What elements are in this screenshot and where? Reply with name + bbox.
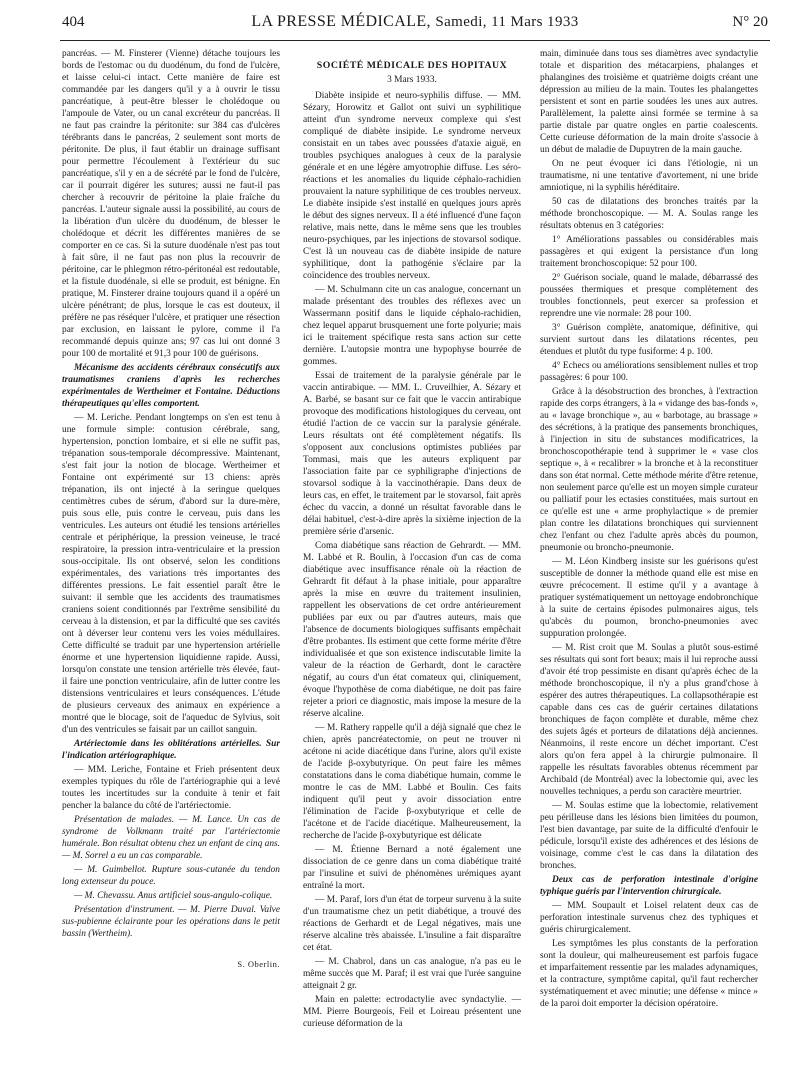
page-number: 404 [62, 14, 85, 30]
column-right [540, 48, 758, 1012]
paragraph: — MM. Leriche, Fontaine et Frieh présentent deux exemples typiques du rôle de l'artériographie qui a levé toutes les incertitudes sur la conduite à tenir et fait pencher la balance du côté de l'artériectomie. [62, 765, 280, 811]
session-date: 3 Mars 1933. [387, 75, 437, 85]
section-heading: SOCIÉTÉ MÉDICALE DES HOPITAUX [316, 60, 508, 71]
paragraph: pancréas. — M. Finsterer (Vienne) détache toujours les bords de l'estomac ou du duodénum, du fond de l'ulcère, et laisse celui-ci intact. Cette manière de faire est commandée par les dangers qu'il y a à ouvrir le tissu pancréatique, à peut-être blesser le cholédoque ou l'ampoule de Vater, ou un canal excréteur du pancréas. Il ne faut pas craindre la péritonite: sur 384 cas d'ulcères térébrants dans le pancréas, 2 seulement sont morts de péritonite. De plus, il faut établir un drainage suffisant pour permettre l'écoulement à l'extérieur du suc pancréatique, s'il y en a de sécrété par le fond de l'ulcère, car il pourrait digérer les sutures; aussi ne faut-il pas chercher à recouvrir de péritoine la plaie fraîche du pancréas. L'auteur signale aussi la possibilité, au cours de la libération d'un ulcère du duodénum, de blesser le cholédoque et décrit les différentes manières de se comporter en ce cas. Si la suture duodénale n'est pas tout à fait sûre, il ne faut pas non plus la recouvrir de péritoine, car le phlegmon rétro-péritonéal est redoutable, et la fistule duodénale, si elle se produit, est bénigne. En pratique, M. Finsterer draine toujours quand il a opéré un ulcère pénétrant; de plus, lorsque le cas est douteux, il préfère ne pas réséquer l'ulcère, et pratiquer une résection par exclusion, en laissant le pylore, comme il l'a recommandé depuis quinze ans; 97 cas lui ont donné 3 pour 100 de mortalité et 91,3 pour 100 de guérisons. [62, 49, 280, 359]
paragraph: — MM. Soupault et Loisel relatent deux cas de perforation intestinale survenus chez des typhiques et guéris chirurgicalement. [540, 901, 758, 935]
paragraph: Main en palette: ectrodactylie avec syndactylie. — MM. Pierre Bourgeois, Feil et Loireau présentent une curieuse déformation de la [303, 995, 521, 1029]
paragraph: Essai de traitement de la paralysie générale par le vaccin antirabique. — MM. L. Cruveilhier, A. Sézary et A. Barbé, se basant sur ce fait que le vaccin antirabique provoque des modifications histologiques du cerveau, ont étudié l'action de ce vaccin sur la paralysie générale. Leurs résultats ont été complètement négatifs. Ils s'opposent aux conclusions optimistes publiées par Tommasi, mais que les auteurs expliquent par l'association faite par ce syphiligraphe d'injections de stovarsol sodique à la vaccinothérapie. Dans deux de leurs cas, en effet, le traitement par le stovarsol, fait après échec du vaccin, a donné un résultat favorable dans le délai habituel, c'est-à-dire après la sixième injection de la première série d'arsenic. [303, 371, 521, 537]
paragraph: Artériectomie dans les oblitérations artérielles. Sur l'indication artériographique. [62, 739, 280, 761]
paragraph: Présentation d'instrument. — M. Pierre Duval. Valve sus-pubienne éclairante pour les opérations dans le petit bassin (Wertheim). [62, 905, 280, 939]
paragraph: — M. Léon Kindberg insiste sur les guérisons qu'est susceptible de donner la méthode quand elle est mise en œuvre précocement. Il estime qu'il y a avantage à pratiquer systématiquement un nettoyage endobronchique à la suite de certains épisodes pulmonaires aigus, tels qu'abcès du poumon, broncho-pneumonies avec suppuration prolongée. [540, 557, 758, 639]
journal-title-line [62, 13, 768, 31]
paragraph: — M. Chevassu. Anus artificiel sous-angulo-colique. [74, 891, 273, 901]
paragraph: 2° Guérison sociale, quand le malade, débarrassé des poussées thermiques et presque complètement des troubles fonctionnels, peut exercer sa profession et reprendre une vie normale: 28 pour 100. [540, 273, 758, 319]
paragraph: Les symptômes les plus constants de la perforation sont la douleur, qui malheureusement est parfois fugace et imparfaitement ressentie par les malades adynamiques, et la contracture, symptôme capital, qu'il faut rechercher systématiquement et avec minutie; une défense « mince » de la paroi doit emporter la décision opératoire. [540, 939, 758, 1009]
paragraph: — M. Leriche. Pendant longtemps on s'en est tenu à une formule simple: contusion cérébrale, sang, hypertension, ponction lombaire, et si elle ne suffit pas, trépanation sous-temporale décompressive. Maintenant, s'est fait jour la notion de blocage. Wertheimer et Fontaine ont expérimenté sur 13 chiens: après trépanation, ils ont injecté à la seringue quelques centimètres cubes de sérum, d'abord sur la dure-mère, puis sous elle, puis contre le cerveau, puis dans les ventricules. Les auteurs ont étudié les tensions artérielles centrale et périphérique, la pression veineuse, le tracé respiratoire, la pression intra-ventriculaire et la pression sous-occipitale. Ils ont observé, selon les conditions expérimentales, des variations très importantes des différentes pressions. Le fait essentiel paraît être le suivant: il semble que les accidents des traumatismes craniens soient conditionnés par l'extrême sensibilité du cerveau à la distension, et par la difficulté que ses cavités ont à déverser leur contenu vers les voies médullaires. Cette difficulté se traduit par une hypertension artérielle énorme et une hypertension liquidienne rapide. Aussi, lorsqu'on constate une tension artérielle très élevée, faut-il faire une ponction ventriculaire, afin de lutter contre les distensions ventriculaires et leurs conséquences. L'étude de plusieurs cerveaux des animaux en expérience a montré que le blocage, soit de l'aqueduc de Sylvius, soit d'un des ventricules se faisait par un caillot sanguin. [62, 413, 280, 735]
issue-date: Samedi, 11 Mars 1933 [435, 14, 579, 30]
paragraph: — M. Schulmann cite un cas analogue, concernant un malade présentant des troubles des réflexes avec un Wassermann positif dans le liquide céphalo-rachidien, chez lequel apparut brusquement une forte polyurie; mais ici le traitement spécifique resta sans action sur cette dernière. L'autopsie montra une hypophyse bourrée de gommes. [303, 285, 521, 367]
paragraph: Grâce à la désobstruction des bronches, à l'extraction rapide des corps étrangers, à la « vidange des bas-fonds », au « lavage bronchique », au « barbotage, au brassage » des sécrétions, à la pratique des pansements bronchiques, à l'injection in situ de substances modificatrices, la bronchoscopothérapie tend à supprimer le « vase clos septique », à « recalibrer » la bronche et à la reconstituer dans son état normal. Cette méthode mérite d'être retenue, non seulement parce qu'elle est un moyen simple curateur ou palliatif pour les ectasies constituées, mais surtout en ce qu'elle est une « arme prophylactique » de premier plan contre les dilatations bronchiques qui surviennent chez l'enfant ou chez l'adulte après abcès du poumon, pneumonie ou broncho-pneumonie. [540, 387, 758, 553]
paragraph: — M. Rist croit que M. Soulas a plutôt sous-estimé ses résultats qui sont fort beaux; mais il lui reproche aussi d'avoir été trop pessimiste en disant qu'après échec de la méthode bronchoscopique, il n'y a plus grand'chose à espérer des autres thérapeutiques. La collapsothérapie est capable dans ces cas de guérir certaines dilatations bronchiques de façon complète et durable, même chez des sujets âgés et porteurs de dilatations déjà anciennes. Néanmoins, il reste encore un déchet important. C'est alors qu'on fera appel à la chirurgie pulmonaire. Il rappelle les résultats favorables obtenus récemment par Archibald (de Montréal) avec la lobectomie qui, avec les nouvelles techniques, a perdu son caractère meurtrier. [540, 643, 758, 797]
column-middle [303, 48, 521, 1032]
column-right-body [540, 48, 758, 1010]
column-left-body [62, 48, 280, 940]
paragraph: Diabète insipide et neuro-syphilis diffuse. — MM. Sézary, Horowitz et Gallot ont suivi un syphilitique atteint d'un syndrome nerveux complexe qui s'est compliqué de diabète insipide. Le syndrome nerveux consistait en un tabes avec poussées d'ataxie aiguë, en troubles psychiques analogues à ceux de la paralysie générale et en une légère amyotrophie diffuse. Les séro-réactions et les anomalies du liquide céphalo-rachidien prouvaient la nature syphilitique de ces troubles nerveux. Le diabète insipide s'est installé en quelques jours après le début des signes nerveux. Il a été influencé d'une façon relative, mais nette, dans le même sens que les troubles neuro-psychiques, par les injections de stovarsol sodique. C'est là un nouveau cas de diabète insipide de nature syphilitique, dont la pathogénie s'éclaire par la coïncidence des troubles nerveux. [303, 91, 521, 281]
paragraph: Présentation de malades. — M. Lance. Un cas de syndrome de Volkmann traité par l'artériectomie humérale. Bon résultat obtenu chez un enfant de cinq ans. — M. Sorrel a eu un cas comparable. [62, 815, 280, 861]
paragraph: — M. Chabrol, dans un cas analogue, n'a pas eu le même succès que M. Paraf; il est vrai que l'urée sanguine atteignait 2 gr. [303, 957, 521, 991]
paragraph: — M. Soulas estime que la lobectomie, relativement peu périlleuse dans les lésions bien limitées du poumon, l'est bien davantage, par suite de la difficulté d'enfouir le pédicule, lorsqu'il existe des adhérences et des lésions de voisinage, comme c'est le cas dans la dilatation des bronches. [540, 801, 758, 871]
issue-number: N° 20 [732, 14, 768, 30]
paragraph: 3° Guérison complète, anatomique, définitive, qui survient surtout dans les dilatations récentes, peu étendues et plutôt du type fusiforme: 4 p. 100. [540, 323, 758, 357]
column-left [62, 48, 280, 970]
author-signature: S. Oberlin. [237, 959, 280, 969]
paragraph: Mécanisme des accidents cérébraux consécutifs aux traumatismes craniens d'après les recherches expérimentales de Wertheimer et Fontaine. Déductions thérapeutiques qu'elles comportent. [62, 363, 280, 409]
header-rule [60, 40, 770, 41]
paragraph: On ne peut évoquer ici dans l'étiologie, ni un traumatisme, ni une tentative d'avortement, ni une bride amniotique, ni la syphilis héréditaire. [540, 159, 758, 193]
column-middle-body [303, 90, 521, 1030]
journal-title: LA PRESSE MÉDICALE, [251, 13, 431, 30]
paragraph: — M. Paraf, lors d'un état de torpeur survenu à la suite d'un traumatisme chez un petit diabétique, a trouvé des réactions de Gerhardt et de Legal négatives, mais une réserve alcaline très abaissée. L'insuline a fait disparaître cet état. [303, 895, 521, 953]
page-header [62, 14, 768, 38]
paragraph: — M. Rathery rappelle qu'il a déjà signalé que chez le chien, après pancréatectomie, on peut ne trouver ni acétone ni acide diacétique dans l'urine, alors qu'il existe de l'acide β-oxybutyrique. On peut faire les mêmes constatations dans le coma diabétique humain, comme le montre le cas de MM. Labbé et Boulin. Ces faits indiquent qu'il peut y avoir dissociation entre l'élimination de l'acide β-oxybutyrique et celle de l'acétone et de l'acide diacétique. Malheureusement, la recherche de l'acide β-oxybutyrique est délicate [303, 723, 521, 841]
paragraph: Coma diabétique sans réaction de Gehrardt. — MM. M. Labbé et R. Boulin, à l'occasion d'un cas de coma diabétique avec insuffisance rénale où la réaction de Gehrardt fit défaut à la phase initiale, pour apparaître après la mise en œuvre du traitement insulinien, rappellent les observations de cet ordre antérieurement publiées par eux ou par d'autres auteurs, mais que l'absence de documents biologiques suffisants empêchait d'être probantes. Ils estiment que cette forme mérite d'être individualisée et que son existence indiscutable limite la valeur de la réaction de Gerhardt, dont le caractère négatif, au cours d'un état comateux qui, cliniquement, évoque l'hypothèse de coma diabétique, ne doit pas faire rejeter a priori ce diagnostic, mais impose la mesure de la réserve alcaline. [303, 541, 521, 719]
paragraph: 4° Echecs ou améliorations sensiblement nulles et trop passagères: 6 pour 100. [540, 361, 758, 383]
paragraph: — M. Guimbellot. Rupture sous-cutanée du tendon long extenseur du pouce. [62, 865, 280, 887]
paragraph: 1° Améliorations passables ou considérables mais passagères et qui exigent la persistance d'un long traitement bronchoscopique: 52 pour 100. [540, 235, 758, 269]
paragraph: 50 cas de dilatations des bronches traités par la méthode bronchoscopique. — M. A. Soulas range les résultats obtenus en 3 catégories: [540, 197, 758, 231]
paragraph: Deux cas de perforation intestinale d'origine typhique guéris par l'intervention chirurgicale. [540, 875, 758, 897]
paragraph: — M. Étienne Bernard a noté également une dissociation de ce genre dans un coma diabétique traité par l'insuline et suivi de phénomènes urémiques ayant entraîné la mort. [303, 845, 521, 891]
paragraph: main, diminuée dans tous ses diamètres avec syndactylie totale et disparition des métacarpiens, phalanges et phalangines des troisième et quatrième doigts créant une dépression au milieu de la main. Toutes les phalangettes persistent et sont en partie soudées les unes aux autres. Parallèlement, la palette ainsi formée se termine à sa partie distale par quatre ongles en partie coalescents. Cette curieuse déformation de la main droite s'associe à un début de maladie de Dupuytren de la main gauche. [540, 49, 758, 155]
